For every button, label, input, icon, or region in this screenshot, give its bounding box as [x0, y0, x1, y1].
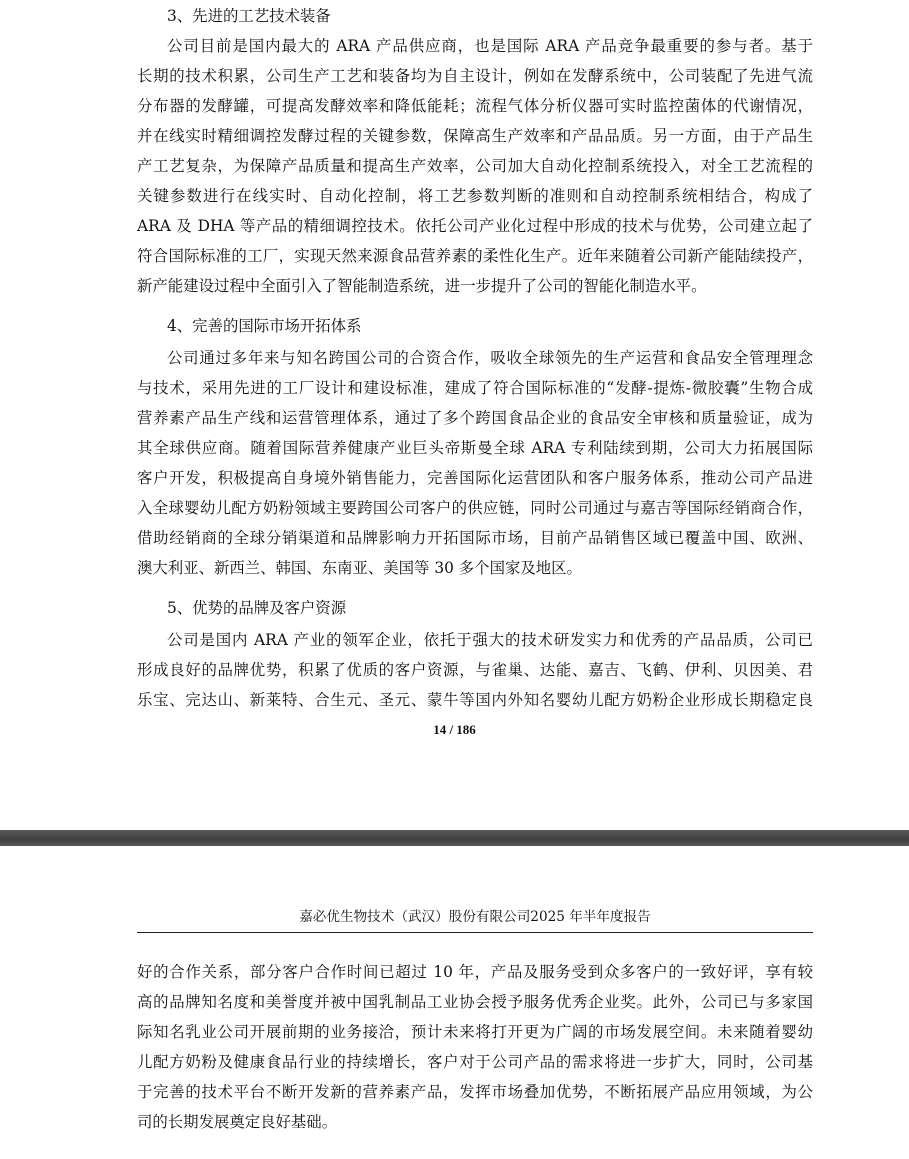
text-line: 公司是国内 ARA 产业的领军企业，依托于强大的技术研发实力和优秀的产品品质，公司已: [167, 631, 813, 649]
text-line: 际知名乳业公司开展前期的业务接洽，预计未来将打开更为广阔的市场发展空间。未来随着婴幼: [137, 1023, 813, 1041]
page-number: 14 / 186: [433, 722, 476, 737]
text-line: 公司通过多年来与知名跨国公司的合资合作，吸收全球领先的生产运营和食品安全管理理念: [167, 349, 813, 367]
text-line: 符合国际标准的工厂，实现天然来源食品营养素的柔性化生产。近年来随着公司新产能陆续投产，: [137, 247, 813, 265]
text-line: 司的长期发展奠定良好基础。: [137, 1113, 338, 1131]
text-line: 营养素产品生产线和运营管理体系，通过了多个跨国食品企业的食品安全审核和质量验证，成为: [137, 409, 813, 427]
text-line: 其全球供应商。随着国际营养健康产业巨头帝斯曼全球 ARA 专利陆续到期，公司大力拓展国际: [137, 439, 813, 457]
text-line: ARA 及 DHA 等产品的精细调控技术。依托公司产业化过程中形成的技术与优势，公司建立起了: [137, 217, 813, 235]
text-line: 高的品牌知名度和美誉度并被中国乳制品工业协会授予服务优秀企业奖。此外，公司已与多家国: [137, 993, 813, 1011]
text-line: 乐宝、完达山、新莱特、合生元、圣元、蒙牛等国内外知名婴幼儿配方奶粉企业形成长期稳定良: [137, 691, 813, 709]
text-line: 与技术，采用先进的工厂设计和建设标准，建成了符合国际标准的“发酵-提炼-微胶囊”生物合成: [137, 379, 813, 397]
text-line: 产工艺复杂，为保障产品质量和提高生产效率，公司加大自动化控制系统投入，对全工艺流程的: [137, 157, 813, 175]
text-line: 儿配方奶粉及健康食品行业的持续增长，客户对于公司产品的需求将进一步扩大，同时，公司基: [137, 1053, 813, 1071]
section-heading-4: 4、完善的国际市场开拓体系: [167, 317, 362, 335]
text-line: 关键参数进行在线实时、自动化控制，将工艺参数判断的准则和自动控制系统相结合，构成了: [137, 187, 813, 205]
header-rule: [137, 932, 813, 933]
document-page: [0, 846, 909, 1159]
text-line: 客户开发，积极提高自身境外销售能力，完善国际化运营团队和客户服务体系，推动公司产品进: [137, 469, 813, 487]
report-header: 嘉必优生物技术（武汉）股份有限公司2025 年半年度报告: [299, 909, 651, 925]
text-line: 新产能建设过程中全面引入了智能制造系统，进一步提升了公司的智能化制造水平。: [137, 277, 707, 295]
text-line: 形成良好的品牌优势，积累了优质的客户资源，与雀巢、达能、嘉吉、飞鹤、伊利、贝因美、君: [137, 661, 813, 679]
text-line: 长期的技术积累，公司生产工艺和装备均为自主设计，例如在发酵系统中，公司装配了先进气流: [137, 67, 813, 85]
text-line: 分布器的发酵罐，可提高发酵效率和降低能耗；流程气体分析仪器可实时监控菌体的代谢情况，: [137, 97, 813, 115]
section-heading-5: 5、优势的品牌及客户资源: [167, 599, 347, 617]
text-line: 于完善的技术平台不断开发新的营养素产品，发挥市场叠加优势，不断拓展产品应用领域，为公: [137, 1083, 813, 1101]
text-line: 借助经销商的全球分销渠道和品牌影响力开拓国际市场，目前产品销售区域已覆盖中国、欧洲、: [137, 529, 813, 547]
text-line: 公司目前是国内最大的 ARA 产品供应商，也是国际 ARA 产品竞争最重要的参与者。基于: [167, 37, 813, 55]
text-line: 并在线实时精细调控发酵过程的关键参数，保障高生产效率和产品品质。另一方面，由于产品生: [137, 127, 813, 145]
section-heading-3: 3、先进的工艺技术装备: [167, 7, 331, 25]
page-separator: [0, 830, 909, 846]
text-line: 澳大利亚、新西兰、韩国、东南亚、美国等 30 多个国家及地区。: [137, 559, 582, 577]
text-line: 好的合作关系，部分客户合作时间已超过 10 年，产品及服务受到众多客户的一致好评，享有较: [137, 963, 813, 981]
text-line: 入全球婴幼儿配方奶粉领域主要跨国公司客户的供应链，同时公司通过与嘉吉等国际经销商合作，: [137, 499, 813, 517]
